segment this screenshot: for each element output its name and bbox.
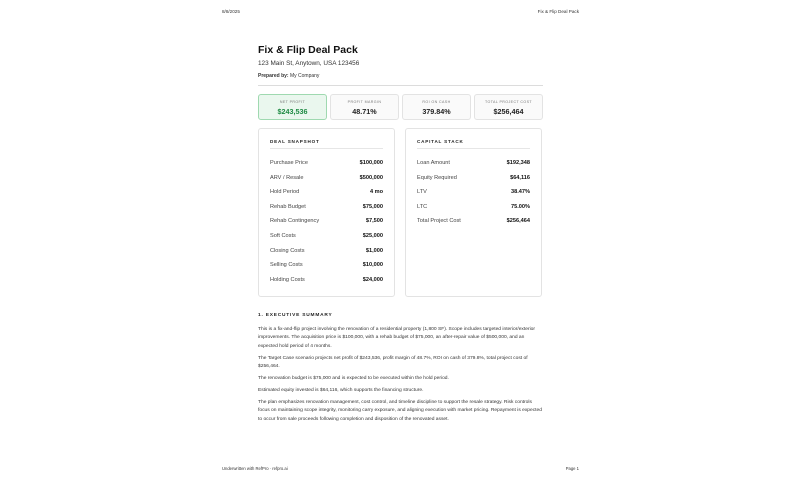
summary-paragraph: This is a fix-and-flip project involving the renovation of a residential property (1,800 SF). Scope includes targeted interior/exterior improvements. The acquisition price is $100,000, with a rehab budget of $75,000, an after-repair value of $500,000, and an expected hold period of 4 months. bbox=[258, 327, 536, 349]
kpi-value: 48.71% bbox=[352, 107, 377, 116]
snapshot-row bbox=[270, 233, 383, 241]
kpi-value: 379.84% bbox=[422, 107, 451, 116]
row-label: Holding Costs bbox=[270, 276, 305, 283]
capital-row bbox=[417, 204, 530, 212]
row-label: Rehab Budget bbox=[270, 203, 306, 210]
kpi-value: $256,464 bbox=[493, 107, 524, 116]
snapshot-row bbox=[270, 277, 383, 285]
deal-snapshot-card bbox=[258, 128, 395, 297]
section-title: 1. EXECUTIVE SUMMARY bbox=[258, 313, 333, 318]
row-label: Purchase Price bbox=[270, 160, 308, 166]
kpi-label: TOTAL PROJECT COST bbox=[484, 100, 532, 104]
row-value: $192,348 bbox=[506, 160, 530, 166]
row-value: $25,000 bbox=[362, 233, 383, 239]
row-value: 4 mo bbox=[369, 189, 383, 196]
kpi-total-project-cost bbox=[474, 94, 543, 120]
print-date: 8/8/2025 bbox=[222, 9, 240, 14]
kpi-net-profit bbox=[258, 94, 327, 120]
row-label: Closing Costs bbox=[270, 247, 305, 254]
page-number: Page 1 bbox=[565, 466, 579, 471]
snapshot-row bbox=[270, 204, 383, 212]
row-value: $500,000 bbox=[359, 174, 383, 181]
footer-credit: Underwritten with RefPro · refpro.ai bbox=[222, 466, 288, 471]
row-value: $7,500 bbox=[365, 218, 383, 225]
capital-stack-card bbox=[405, 128, 542, 297]
capital-row bbox=[417, 189, 530, 197]
row-label: LTV bbox=[417, 189, 427, 196]
prepared-by-label: Prepared by: bbox=[258, 73, 289, 79]
summary-paragraph: The renovation budget is $75,000 and is expected to be executed within the hold period. bbox=[258, 376, 449, 381]
page-title: Fix & Flip Deal Pack bbox=[258, 44, 358, 56]
capital-row bbox=[417, 218, 530, 226]
row-label: Soft Costs bbox=[270, 233, 296, 239]
summary-paragraph: The plan emphasizes renovation management, cost control, and timeline discipline to support the resale strategy. Risk controls focus on maintaining scope integrity, monitoring carry exposure, and aligning execution with market pricing. Repayment is expected to occur from sale proceeds following completion and disposition of the renovated asset. bbox=[258, 400, 542, 422]
snapshot-row bbox=[270, 218, 383, 226]
snapshot-row bbox=[270, 175, 383, 183]
row-value: 75.00% bbox=[511, 203, 530, 210]
snapshot-row bbox=[270, 160, 383, 168]
row-value: $256,464 bbox=[506, 218, 530, 225]
snapshot-row bbox=[270, 262, 383, 270]
kpi-label: ROI ON CASH bbox=[422, 100, 451, 104]
row-label: Hold Period bbox=[270, 189, 300, 196]
row-value: 38.47% bbox=[511, 189, 530, 196]
row-label: LTC bbox=[417, 203, 428, 210]
print-header-title: Fix & Flip Deal Pack bbox=[537, 9, 579, 14]
summary-paragraph: The Target Case scenario projects net profit of $243,536, profit margin of 48.7%, ROI on cash of 379.8%, total project cost of $256,464. bbox=[258, 356, 528, 370]
row-value: $64,116 bbox=[510, 174, 530, 181]
kpi-label: PROFIT MARGIN bbox=[347, 100, 382, 104]
kpi-roi-on-cash bbox=[402, 94, 471, 120]
row-label: Rehab Contingency bbox=[270, 218, 320, 225]
card-title-divider bbox=[417, 148, 530, 149]
card-title: DEAL SNAPSHOT bbox=[270, 139, 320, 144]
row-label: Loan Amount bbox=[417, 160, 450, 166]
card-title-divider bbox=[270, 148, 383, 149]
prepared-by-value: My Company bbox=[289, 73, 320, 79]
kpi-value: $243,536 bbox=[277, 107, 308, 116]
row-value: $75,000 bbox=[362, 203, 383, 210]
card-title: CAPITAL STACK bbox=[417, 139, 464, 144]
row-label: Total Project Cost bbox=[417, 218, 461, 225]
summary-paragraph: Estimated equity invested is $64,116, which supports the financing structure. bbox=[258, 388, 424, 393]
snapshot-row bbox=[270, 189, 383, 197]
row-label: Equity Required bbox=[417, 174, 457, 181]
capital-row bbox=[417, 175, 530, 183]
snapshot-row bbox=[270, 248, 383, 256]
row-value: $24,000 bbox=[362, 276, 383, 283]
prepared-by bbox=[258, 73, 319, 79]
row-value: $10,000 bbox=[362, 262, 383, 269]
capital-row bbox=[417, 160, 530, 168]
row-value: $100,000 bbox=[359, 160, 383, 166]
kpi-label: NET PROFIT bbox=[279, 100, 306, 104]
row-label: ARV / Resale bbox=[270, 174, 304, 181]
property-address: 123 Main St, Anytown, USA 123456 bbox=[258, 60, 360, 67]
row-value: $1,000 bbox=[365, 247, 383, 254]
row-label: Selling Costs bbox=[270, 262, 303, 269]
header-divider bbox=[258, 85, 543, 86]
kpi-profit-margin bbox=[330, 94, 399, 120]
